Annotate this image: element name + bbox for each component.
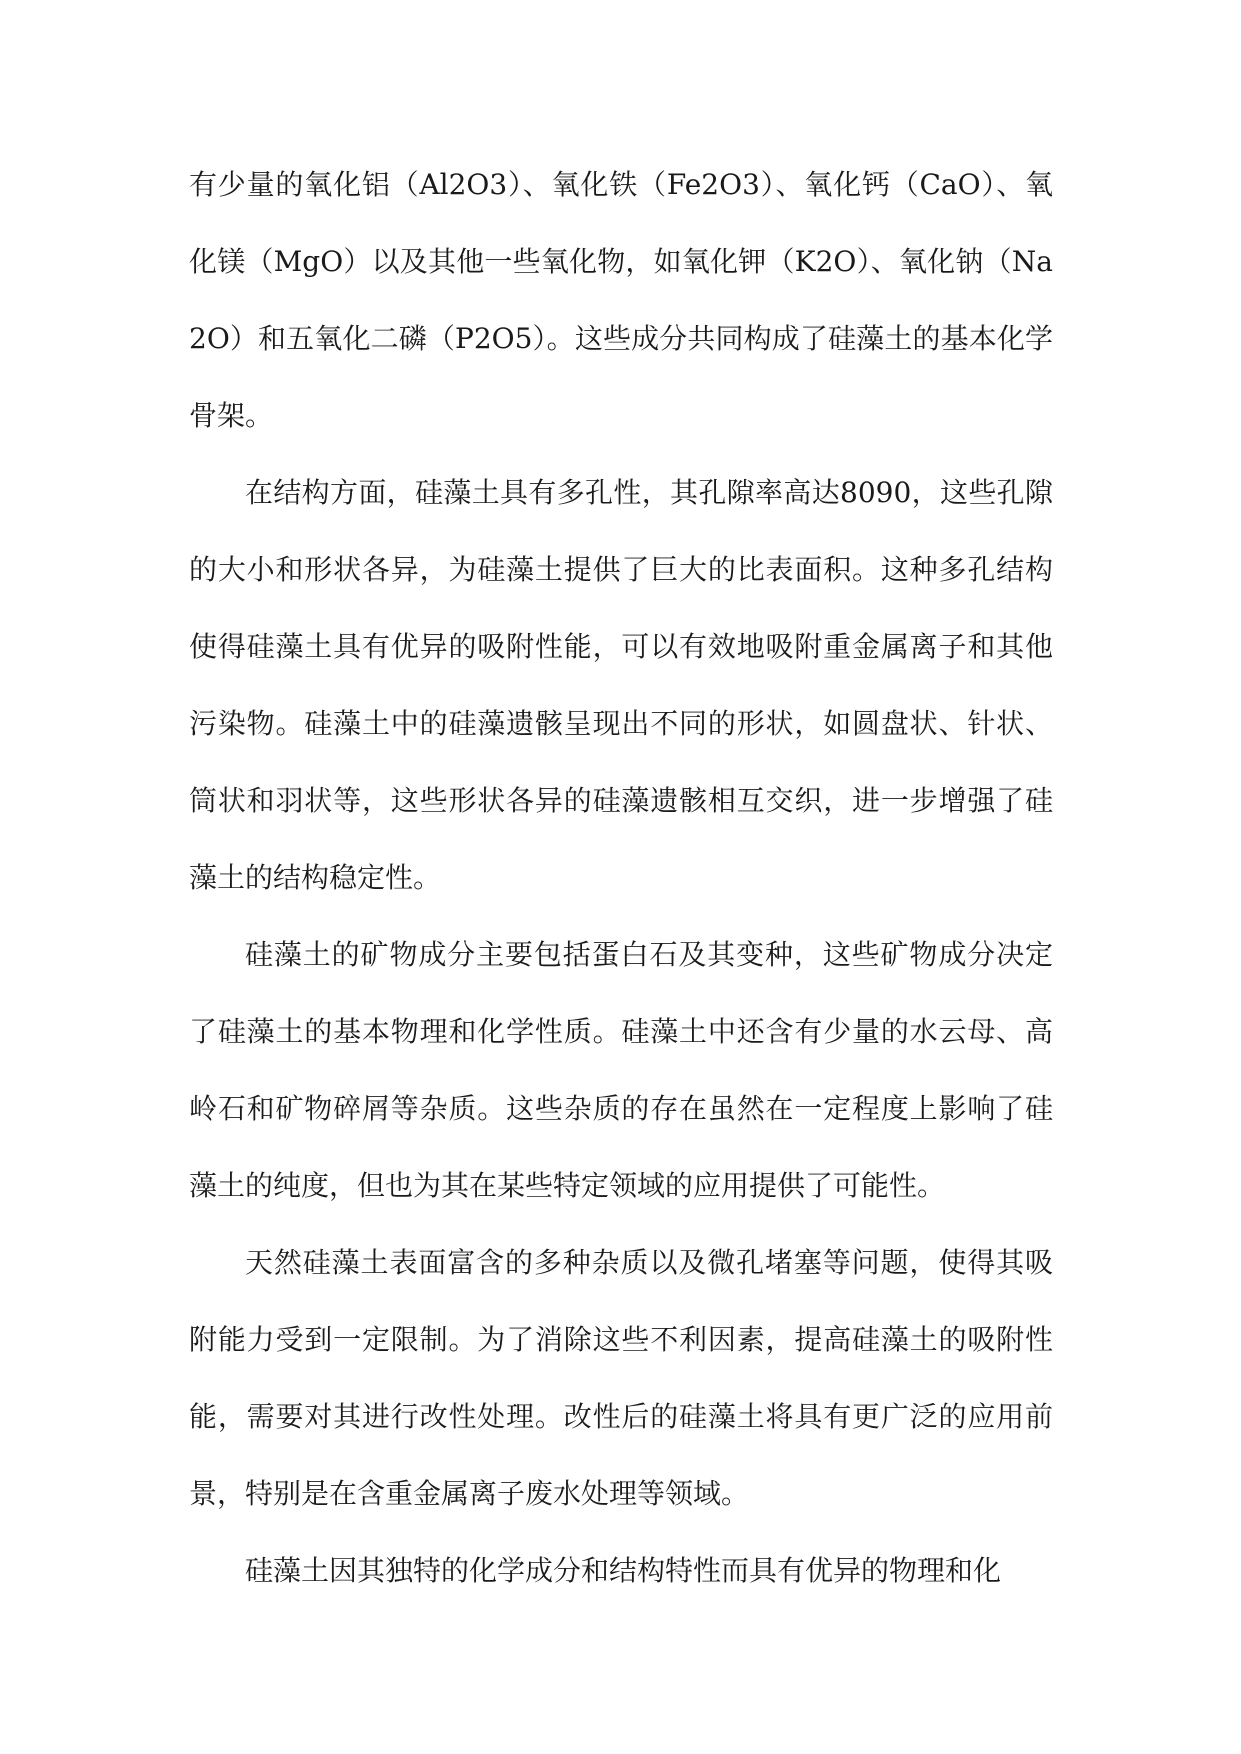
paragraph-structure: 在结构方面，硅藻土具有多孔性，其孔隙率高达8090，这些孔隙的大小和形状各异，为硅藻土提供了巨大的比表面积。这种多孔结构使得硅藻土具有优异的吸附性能，可以有效地吸附重金属离子和其他污染物。硅藻土中的硅藻遗骸呈现出不同的形状，如圆盘状、针状、筒状和羽状等，这些形状各异的硅藻遗骸相互交织，进一步增强了硅藻土的结构稳定性。 xyxy=(189,476,1053,894)
paragraph-modification: 天然硅藻土表面富含的多种杂质以及微孔堵塞等问题，使得其吸附能力受到一定限制。为了消除这些不利因素，提高硅藻土的吸附性能，需要对其进行改性处理。改性后的硅藻土将具有更广泛的应用前景，特别是在含重金属离子废水处理等领域。 xyxy=(189,1246,1053,1510)
body-text xyxy=(189,146,1053,1609)
paragraph-minerals: 硅藻土的矿物成分主要包括蛋白石及其变种，这些矿物成分决定了硅藻土的基本物理和化学性质。硅藻土中还含有少量的水云母、高岭石和矿物碎屑等杂质。这些杂质的存在虽然在一定程度上影响了硅藻土的纯度，但也为其在某些特定领域的应用提供了可能性。 xyxy=(189,938,1053,1202)
paragraph-continuation: 有少量的氧化铝（Al2O3）、氧化铁（Fe2O3）、氧化钙（CaO）、氧化镁（MgO）以及其他一些氧化物，如氧化钾（K2O）、氧化钠（Na2O）和五氧化二磷（P2O5）。这些成分共同构成了硅藻土的基本化学骨架。 xyxy=(189,168,1053,432)
paragraph-properties: 硅藻土因其独特的化学成分和结构特性而具有优异的物理和化 xyxy=(245,1554,1002,1587)
